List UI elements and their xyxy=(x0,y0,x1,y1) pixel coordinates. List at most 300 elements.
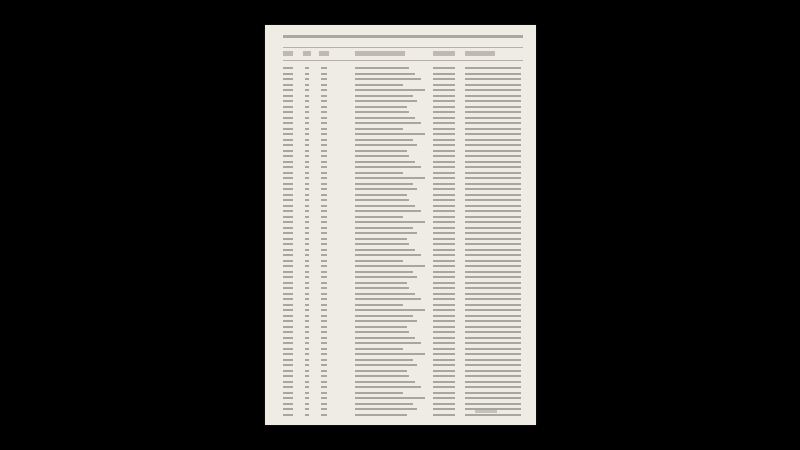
row-text-mark xyxy=(321,199,327,201)
row-text-mark xyxy=(465,397,521,399)
row-text-mark xyxy=(433,67,455,69)
row-text-mark xyxy=(433,287,455,289)
row-text-mark xyxy=(433,397,455,399)
row-text-mark xyxy=(283,73,293,75)
row-text-mark xyxy=(355,144,417,146)
row-text-mark xyxy=(321,320,327,322)
row-text-mark xyxy=(465,331,521,333)
row-text-mark xyxy=(321,205,327,207)
row-text-mark xyxy=(433,403,455,405)
row-text-mark xyxy=(465,260,521,262)
row-text-mark xyxy=(433,386,455,388)
row-text-mark xyxy=(283,337,293,339)
row-text-mark xyxy=(283,271,293,273)
row-text-mark xyxy=(321,122,327,124)
row-text-mark xyxy=(433,370,455,372)
row-text-mark xyxy=(355,166,421,168)
row-text-mark xyxy=(283,397,293,399)
row-text-mark xyxy=(355,315,413,317)
row-text-mark xyxy=(321,397,327,399)
row-text-mark xyxy=(305,342,309,344)
row-text-mark xyxy=(283,139,293,141)
row-text-mark xyxy=(433,205,455,207)
row-text-mark xyxy=(355,227,413,229)
row-text-mark xyxy=(305,172,309,174)
row-text-mark xyxy=(321,337,327,339)
page-mark xyxy=(475,410,497,413)
row-text-mark xyxy=(305,282,309,284)
row-text-mark xyxy=(433,282,455,284)
row-text-mark xyxy=(283,331,293,333)
row-text-mark xyxy=(465,375,521,377)
row-text-mark xyxy=(433,216,455,218)
row-text-mark xyxy=(305,397,309,399)
row-text-mark xyxy=(433,172,455,174)
row-text-mark xyxy=(433,320,455,322)
row-text-mark xyxy=(355,342,421,344)
row-text-mark xyxy=(355,183,413,185)
row-text-mark xyxy=(305,370,309,372)
row-text-mark xyxy=(465,359,521,361)
row-text-mark xyxy=(465,95,521,97)
row-text-mark xyxy=(433,150,455,152)
row-text-mark xyxy=(305,139,309,141)
row-text-mark xyxy=(283,166,293,168)
row-text-mark xyxy=(283,282,293,284)
row-text-mark xyxy=(283,392,293,394)
row-text-mark xyxy=(321,117,327,119)
row-text-mark xyxy=(283,320,293,322)
row-text-mark xyxy=(433,243,455,245)
row-text-mark xyxy=(433,227,455,229)
row-text-mark xyxy=(355,243,409,245)
row-text-mark xyxy=(321,249,327,251)
column-header-occupation xyxy=(465,51,495,56)
row-text-mark xyxy=(355,199,409,201)
row-text-mark xyxy=(321,100,327,102)
scanned-document-page xyxy=(265,25,536,425)
row-text-mark xyxy=(321,260,327,262)
row-text-mark xyxy=(433,375,455,377)
column-header-number xyxy=(283,51,293,56)
row-text-mark xyxy=(433,122,455,124)
row-text-mark xyxy=(283,205,293,207)
row-text-mark xyxy=(465,188,521,190)
row-text-mark xyxy=(283,326,293,328)
row-text-mark xyxy=(355,370,407,372)
row-text-mark xyxy=(355,282,407,284)
row-text-mark xyxy=(355,386,421,388)
row-text-mark xyxy=(465,111,521,113)
row-text-mark xyxy=(321,84,327,86)
row-text-mark xyxy=(305,392,309,394)
row-text-mark xyxy=(305,265,309,267)
row-text-mark xyxy=(321,111,327,113)
row-text-mark xyxy=(355,337,415,339)
row-text-mark xyxy=(283,100,293,102)
row-text-mark xyxy=(433,89,455,91)
row-text-mark xyxy=(305,331,309,333)
row-text-mark xyxy=(465,144,521,146)
row-text-mark xyxy=(465,287,521,289)
row-text-mark xyxy=(305,183,309,185)
row-text-mark xyxy=(283,84,293,86)
row-text-mark xyxy=(355,216,403,218)
row-text-mark xyxy=(305,304,309,306)
row-text-mark xyxy=(283,348,293,350)
row-text-mark xyxy=(283,287,293,289)
row-text-mark xyxy=(355,287,409,289)
row-text-mark xyxy=(465,172,521,174)
row-text-mark xyxy=(355,194,407,196)
row-text-mark xyxy=(283,227,293,229)
row-text-mark xyxy=(433,84,455,86)
row-text-mark xyxy=(355,375,409,377)
row-text-mark xyxy=(305,403,309,405)
row-text-mark xyxy=(321,155,327,157)
row-text-mark xyxy=(321,342,327,344)
row-text-mark xyxy=(321,95,327,97)
row-text-mark xyxy=(355,128,403,130)
row-text-mark xyxy=(465,117,521,119)
row-text-mark xyxy=(305,188,309,190)
row-text-mark xyxy=(321,183,327,185)
row-text-mark xyxy=(283,67,293,69)
row-text-mark xyxy=(355,73,415,75)
row-text-mark xyxy=(355,177,425,179)
row-text-mark xyxy=(283,408,293,410)
row-text-mark xyxy=(321,133,327,135)
row-text-mark xyxy=(305,414,309,416)
row-text-mark xyxy=(283,364,293,366)
row-text-mark xyxy=(283,155,293,157)
row-text-mark xyxy=(355,122,421,124)
row-text-mark xyxy=(465,183,521,185)
row-text-mark xyxy=(283,298,293,300)
row-text-mark xyxy=(283,150,293,152)
row-text-mark xyxy=(305,364,309,366)
row-text-mark xyxy=(283,238,293,240)
row-text-mark xyxy=(433,95,455,97)
row-text-mark xyxy=(321,210,327,212)
row-text-mark xyxy=(305,205,309,207)
row-text-mark xyxy=(355,210,421,212)
row-text-mark xyxy=(321,287,327,289)
row-text-mark xyxy=(465,139,521,141)
row-text-mark xyxy=(305,95,309,97)
row-text-mark xyxy=(355,293,415,295)
row-text-mark xyxy=(433,106,455,108)
row-text-mark xyxy=(465,309,521,311)
row-text-mark xyxy=(433,337,455,339)
row-text-mark xyxy=(355,408,417,410)
row-text-mark xyxy=(305,315,309,317)
row-text-mark xyxy=(433,100,455,102)
row-text-mark xyxy=(355,150,407,152)
row-text-mark xyxy=(305,232,309,234)
row-text-mark xyxy=(283,276,293,278)
row-text-mark xyxy=(433,276,455,278)
row-text-mark xyxy=(355,249,415,251)
row-text-mark xyxy=(321,221,327,223)
row-text-mark xyxy=(433,166,455,168)
row-text-mark xyxy=(305,117,309,119)
row-text-mark xyxy=(465,238,521,240)
row-text-mark xyxy=(465,100,521,102)
row-text-mark xyxy=(283,78,293,80)
row-text-mark xyxy=(305,287,309,289)
row-text-mark xyxy=(305,161,309,163)
row-text-mark xyxy=(465,67,521,69)
row-text-mark xyxy=(355,276,417,278)
row-text-mark xyxy=(321,364,327,366)
row-text-mark xyxy=(305,89,309,91)
row-text-mark xyxy=(305,271,309,273)
row-text-mark xyxy=(465,199,521,201)
row-text-mark xyxy=(321,232,327,234)
row-text-mark xyxy=(305,128,309,130)
row-text-mark xyxy=(283,133,293,135)
row-text-mark xyxy=(321,298,327,300)
row-text-mark xyxy=(283,403,293,405)
row-text-mark xyxy=(433,364,455,366)
row-text-mark xyxy=(321,271,327,273)
row-text-mark xyxy=(355,348,403,350)
row-text-mark xyxy=(305,221,309,223)
row-text-mark xyxy=(355,359,413,361)
row-text-mark xyxy=(321,331,327,333)
row-text-mark xyxy=(305,309,309,311)
row-text-mark xyxy=(283,111,293,113)
row-text-mark xyxy=(465,177,521,179)
row-text-mark xyxy=(433,381,455,383)
row-text-mark xyxy=(465,381,521,383)
row-text-mark xyxy=(355,381,415,383)
row-text-mark xyxy=(433,293,455,295)
row-text-mark xyxy=(305,166,309,168)
column-header-date xyxy=(433,51,455,56)
row-text-mark xyxy=(283,216,293,218)
row-text-mark xyxy=(283,375,293,377)
row-text-mark xyxy=(355,298,421,300)
row-text-mark xyxy=(433,199,455,201)
row-text-mark xyxy=(433,133,455,135)
row-text-mark xyxy=(355,139,413,141)
row-text-mark xyxy=(321,243,327,245)
row-text-mark xyxy=(305,216,309,218)
column-header-code-b xyxy=(319,51,329,56)
document-header xyxy=(283,35,523,38)
row-text-mark xyxy=(283,293,293,295)
row-text-mark xyxy=(433,271,455,273)
row-text-mark xyxy=(465,353,521,355)
row-text-mark xyxy=(321,408,327,410)
row-text-mark xyxy=(433,238,455,240)
row-text-mark xyxy=(433,188,455,190)
row-text-mark xyxy=(305,298,309,300)
row-text-mark xyxy=(283,128,293,130)
row-text-mark xyxy=(321,188,327,190)
row-text-mark xyxy=(433,348,455,350)
row-text-mark xyxy=(433,232,455,234)
row-text-mark xyxy=(465,386,521,388)
row-text-mark xyxy=(321,348,327,350)
row-text-mark xyxy=(283,188,293,190)
row-text-mark xyxy=(305,133,309,135)
row-text-mark xyxy=(433,260,455,262)
row-text-mark xyxy=(355,397,425,399)
row-text-mark xyxy=(465,293,521,295)
row-text-mark xyxy=(321,304,327,306)
row-text-mark xyxy=(283,243,293,245)
row-text-mark xyxy=(465,320,521,322)
row-text-mark xyxy=(465,166,521,168)
row-text-mark xyxy=(305,276,309,278)
row-text-mark xyxy=(321,216,327,218)
row-text-mark xyxy=(283,265,293,267)
row-text-mark xyxy=(305,348,309,350)
row-text-mark xyxy=(283,232,293,234)
row-text-mark xyxy=(465,221,521,223)
row-text-mark xyxy=(283,381,293,383)
row-text-mark xyxy=(305,381,309,383)
row-text-mark xyxy=(305,359,309,361)
row-text-mark xyxy=(305,254,309,256)
row-text-mark xyxy=(465,315,521,317)
row-text-mark xyxy=(283,254,293,256)
row-text-mark xyxy=(433,315,455,317)
row-text-mark xyxy=(355,89,425,91)
row-text-mark xyxy=(305,194,309,196)
row-text-mark xyxy=(433,265,455,267)
row-text-mark xyxy=(305,337,309,339)
row-text-mark xyxy=(355,326,407,328)
row-text-mark xyxy=(283,386,293,388)
document-rows xyxy=(283,65,523,415)
row-text-mark xyxy=(283,95,293,97)
row-text-mark xyxy=(305,249,309,251)
row-text-mark xyxy=(355,221,425,223)
row-text-mark xyxy=(305,326,309,328)
row-text-mark xyxy=(305,320,309,322)
row-text-mark xyxy=(465,364,521,366)
column-header-code-a xyxy=(303,51,311,56)
row-text-mark xyxy=(283,122,293,124)
row-text-mark xyxy=(283,177,293,179)
row-text-mark xyxy=(465,392,521,394)
row-text-mark xyxy=(321,172,327,174)
row-text-mark xyxy=(305,122,309,124)
row-text-mark xyxy=(355,331,409,333)
row-text-mark xyxy=(465,282,521,284)
row-text-mark xyxy=(433,194,455,196)
row-text-mark xyxy=(433,144,455,146)
row-text-mark xyxy=(355,111,409,113)
row-text-mark xyxy=(283,370,293,372)
row-text-mark xyxy=(321,326,327,328)
row-text-mark xyxy=(305,106,309,108)
row-text-mark xyxy=(321,370,327,372)
row-text-mark xyxy=(355,205,415,207)
row-text-mark xyxy=(321,309,327,311)
row-text-mark xyxy=(465,133,521,135)
row-text-mark xyxy=(283,210,293,212)
row-text-mark xyxy=(465,337,521,339)
row-text-mark xyxy=(433,210,455,212)
row-text-mark xyxy=(283,309,293,311)
row-text-mark xyxy=(433,359,455,361)
row-text-mark xyxy=(321,106,327,108)
row-text-mark xyxy=(321,139,327,141)
row-text-mark xyxy=(283,414,293,416)
row-text-mark xyxy=(283,89,293,91)
row-text-mark xyxy=(433,183,455,185)
row-text-mark xyxy=(321,276,327,278)
row-text-mark xyxy=(283,161,293,163)
row-text-mark xyxy=(355,67,409,69)
row-text-mark xyxy=(355,95,413,97)
row-text-mark xyxy=(465,276,521,278)
row-text-mark xyxy=(355,188,417,190)
row-text-mark xyxy=(305,100,309,102)
row-text-mark xyxy=(355,364,417,366)
row-text-mark xyxy=(305,73,309,75)
row-text-mark xyxy=(283,359,293,361)
column-header-row xyxy=(283,47,523,61)
row-text-mark xyxy=(465,122,521,124)
row-text-mark xyxy=(465,414,521,416)
row-text-mark xyxy=(321,161,327,163)
row-text-mark xyxy=(433,177,455,179)
row-text-mark xyxy=(305,353,309,355)
row-text-mark xyxy=(283,249,293,251)
row-text-mark xyxy=(355,161,415,163)
row-text-mark xyxy=(321,359,327,361)
row-text-mark xyxy=(465,304,521,306)
row-text-mark xyxy=(433,408,455,410)
row-text-mark xyxy=(355,403,413,405)
row-text-mark xyxy=(465,370,521,372)
row-text-mark xyxy=(305,227,309,229)
row-text-mark xyxy=(283,304,293,306)
row-text-mark xyxy=(465,265,521,267)
row-text-mark xyxy=(355,320,417,322)
row-text-mark xyxy=(465,150,521,152)
row-text-mark xyxy=(355,100,417,102)
row-text-mark xyxy=(433,249,455,251)
row-text-mark xyxy=(465,194,521,196)
row-text-mark xyxy=(355,309,425,311)
row-text-mark xyxy=(321,89,327,91)
row-text-mark xyxy=(283,260,293,262)
row-text-mark xyxy=(433,78,455,80)
row-text-mark xyxy=(321,282,327,284)
row-text-mark xyxy=(355,265,425,267)
row-text-mark xyxy=(305,111,309,113)
row-text-mark xyxy=(465,84,521,86)
row-text-mark xyxy=(355,304,403,306)
row-text-mark xyxy=(433,111,455,113)
row-text-mark xyxy=(305,144,309,146)
row-text-mark xyxy=(305,293,309,295)
row-text-mark xyxy=(321,73,327,75)
row-text-mark xyxy=(321,238,327,240)
row-text-mark xyxy=(305,177,309,179)
row-text-mark xyxy=(465,249,521,251)
row-text-mark xyxy=(305,260,309,262)
row-text-mark xyxy=(321,144,327,146)
row-text-mark xyxy=(305,210,309,212)
